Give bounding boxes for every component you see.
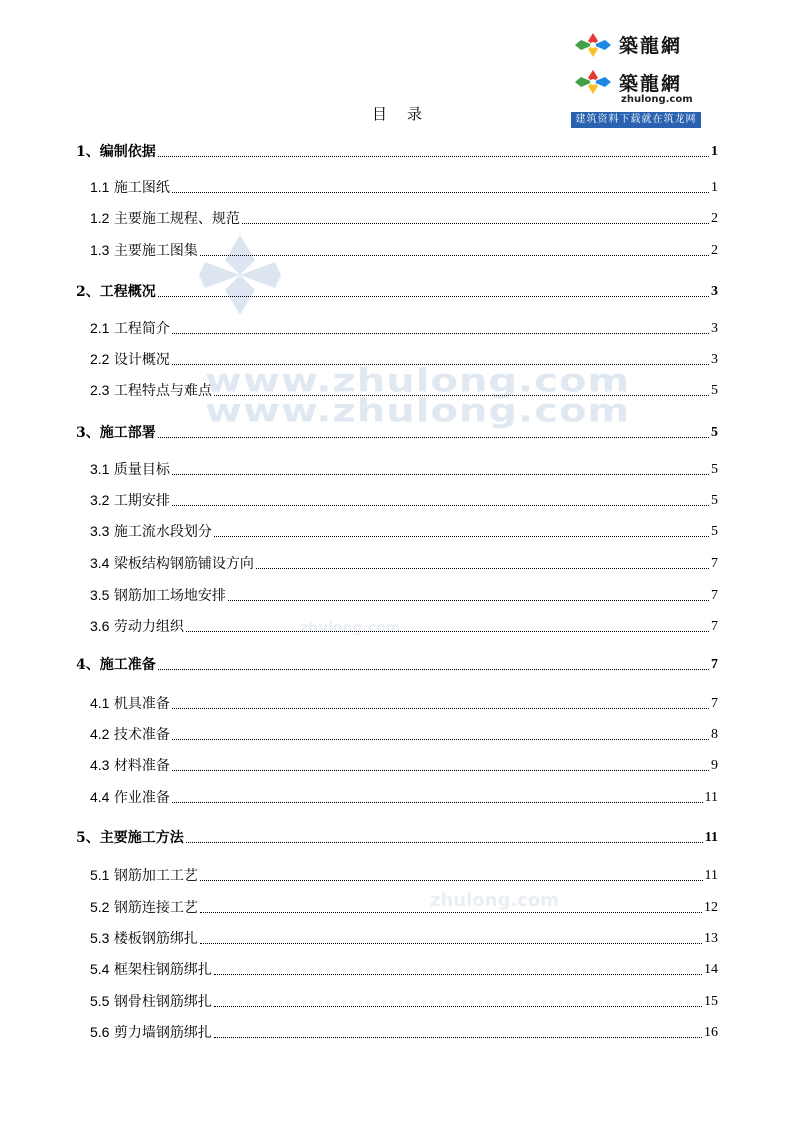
toc-entry-text: 材料准备 (113, 758, 170, 774)
toc-page-number: 15 (704, 994, 718, 1009)
toc-dot-leader (200, 254, 709, 256)
toc-entry-number: 5.5 (90, 993, 110, 1009)
toc-entry-number: 5.3 (90, 930, 110, 946)
toc-section-entry[interactable] (90, 898, 718, 918)
toc-entry-number: 3.4 (90, 555, 110, 571)
toc-entry-label (90, 724, 170, 745)
toc-section-entry[interactable] (90, 586, 718, 606)
toc-entry-text: 设计概况 (113, 352, 170, 368)
toc-entry-text: 楼板钢筋绑扎 (113, 931, 198, 947)
toc-dot-leader (200, 942, 702, 944)
logo-name: 築龍網 (619, 35, 683, 57)
toc-entry-label (90, 318, 170, 339)
toc-entry-text: 技术准备 (113, 727, 170, 743)
toc-entry-label (76, 655, 156, 675)
toc-dot-leader (172, 738, 709, 740)
logo-banner: 建筑资料下载就在筑龙网 (571, 112, 701, 128)
toc-dot-leader (256, 567, 709, 569)
toc-dot-leader (214, 973, 702, 975)
toc-section-entry[interactable] (90, 319, 718, 339)
toc-page-number: 14 (704, 962, 718, 977)
toc-dot-leader (214, 1005, 702, 1007)
toc-dot-leader (172, 504, 709, 506)
zhulong-emblem-icon (571, 31, 615, 59)
toc-page-number: 1 (711, 180, 718, 195)
watermark-text: zhulong.com (430, 890, 559, 911)
toc-page-number: 3 (711, 352, 718, 367)
zhulong-emblem-icon (571, 68, 615, 96)
toc-entry-text: 作业准备 (113, 790, 170, 806)
toc-dot-leader (186, 630, 709, 632)
toc-entry-number: 3.6 (90, 618, 110, 634)
toc-entry-text: 钢筋加工工艺 (113, 868, 198, 884)
toc-entry-label (76, 423, 156, 443)
toc-section-entry[interactable] (90, 241, 718, 261)
toc-entry-text: 劳动力组织 (113, 619, 184, 635)
toc-page-number: 7 (711, 556, 718, 571)
toc-section-entry[interactable] (90, 209, 718, 229)
toc-section-entry[interactable] (90, 929, 718, 949)
toc-page-number: 7 (711, 696, 718, 711)
toc-section-entry[interactable] (90, 617, 718, 637)
toc-page-number: 5 (711, 493, 718, 508)
toc-entry-number: 4.1 (90, 695, 110, 711)
toc-entry-number: 1.2 (90, 210, 110, 226)
toc-entry-text: 剪力墙钢筋绑扎 (113, 1025, 212, 1041)
toc-section-entry[interactable] (90, 756, 718, 776)
toc-page-number: 13 (704, 931, 718, 946)
toc-dot-leader (172, 363, 709, 365)
toc-dot-leader (214, 1036, 702, 1038)
toc-page-number: 3 (711, 284, 718, 299)
toc-section-entry[interactable] (90, 178, 718, 198)
toc-entry-text: 2、工程概况 (76, 284, 156, 300)
toc-entry-number: 2.2 (90, 351, 110, 367)
toc-entry-text: 质量目标 (113, 462, 170, 478)
toc-dot-leader (228, 599, 709, 601)
toc-title: 目录 (371, 105, 442, 123)
toc-entry-number: 1.1 (90, 179, 110, 195)
toc-entry-label (90, 928, 198, 949)
toc-page-number: 11 (704, 830, 718, 845)
toc-entry-text: 5、主要施工方法 (76, 830, 184, 846)
toc-section-entry[interactable] (90, 694, 718, 714)
toc-dot-leader (172, 801, 703, 803)
toc-entry-label (90, 865, 198, 886)
toc-section-entry[interactable] (90, 960, 718, 980)
toc-page-number: 3 (711, 321, 718, 336)
logo-name: 築龍網 (619, 72, 683, 95)
toc-chapter-entry[interactable] (76, 828, 718, 848)
toc-entry-label (90, 380, 212, 401)
toc-section-entry[interactable] (90, 992, 718, 1012)
toc-entry-number: 4.3 (90, 757, 110, 773)
toc-entry-text: 施工流水段划分 (113, 524, 212, 540)
toc-entry-label (90, 553, 254, 574)
toc-dot-leader (214, 394, 709, 396)
toc-entry-text: 钢筋加工场地安排 (113, 588, 226, 604)
toc-entry-number: 4.4 (90, 789, 110, 805)
toc-section-entry[interactable] (90, 460, 718, 480)
toc-dot-leader (158, 668, 709, 670)
toc-entry-number: 5.4 (90, 961, 110, 977)
toc-entry-number: 3.2 (90, 492, 110, 508)
toc-page-number: 5 (711, 462, 718, 477)
toc-page-number: 7 (711, 657, 718, 672)
toc-entry-text: 框架柱钢筋绑扎 (113, 962, 212, 978)
toc-entry-label (90, 693, 170, 714)
toc-page-number: 5 (711, 524, 718, 539)
toc-dot-leader (200, 879, 703, 881)
toc-chapter-entry[interactable] (76, 282, 718, 302)
toc-page-number: 7 (711, 619, 718, 634)
toc-entry-label (90, 521, 212, 542)
toc-entry-label (90, 991, 212, 1012)
toc-section-entry[interactable] (90, 788, 718, 808)
toc-entry-text: 施工图纸 (113, 180, 170, 196)
toc-dot-leader (186, 841, 703, 843)
toc-entry-label (90, 490, 170, 511)
toc-entry-number: 5.1 (90, 867, 110, 883)
logo-domain: zhulong.com (621, 94, 693, 105)
toc-entry-label (90, 755, 170, 776)
toc-entry-text: 工程特点与难点 (113, 383, 212, 399)
watermark-text: www.zhulong.com (205, 392, 631, 430)
toc-page-number: 12 (704, 900, 718, 915)
toc-entry-label (90, 1022, 212, 1043)
toc-entry-text: 钢骨柱钢筋绑扎 (113, 994, 212, 1010)
toc-dot-leader (242, 222, 709, 224)
toc-page-number: 11 (704, 868, 718, 883)
toc-entry-number: 4.2 (90, 726, 110, 742)
toc-entry-label (90, 177, 170, 198)
toc-entry-text: 主要施工规程、规范 (113, 211, 240, 227)
toc-dot-leader (172, 769, 709, 771)
toc-entry-label (90, 240, 198, 261)
toc-page-number: 8 (711, 727, 718, 742)
watermark-text: zhulong.com (300, 620, 401, 636)
toc-entry-label (90, 959, 212, 980)
toc-entry-number: 5.6 (90, 1024, 110, 1040)
toc-entry-label (90, 787, 170, 808)
toc-entry-text: 1、编制依据 (76, 144, 156, 160)
toc-entry-number: 3.5 (90, 587, 110, 603)
toc-entry-number: 3.1 (90, 461, 110, 477)
toc-entry-number: 1.3 (90, 242, 110, 258)
toc-chapter-entry[interactable] (76, 423, 718, 443)
toc-dot-leader (172, 191, 709, 193)
toc-page-number: 9 (711, 758, 718, 773)
toc-entry-number: 5.2 (90, 899, 110, 915)
toc-page-number: 11 (704, 790, 718, 805)
toc-entry-label (90, 897, 198, 918)
toc-entry-label (76, 142, 156, 162)
toc-page-number: 5 (711, 383, 718, 398)
toc-entry-label (90, 208, 240, 229)
toc-entry-text: 4、施工准备 (76, 657, 156, 673)
toc-entry-text: 钢筋连接工艺 (113, 900, 198, 916)
toc-entry-number: 2.1 (90, 320, 110, 336)
toc-dot-leader (172, 332, 709, 334)
zhulong-logo-top (571, 29, 701, 60)
toc-dot-leader (214, 535, 709, 537)
toc-page-number: 5 (711, 425, 718, 440)
toc-section-entry[interactable] (90, 554, 718, 574)
toc-entry-label (76, 282, 156, 302)
toc-dot-leader (158, 155, 709, 157)
toc-page-number: 2 (711, 211, 718, 226)
toc-entry-label (76, 828, 184, 848)
toc-page-number: 2 (711, 243, 718, 258)
toc-dot-leader (158, 295, 709, 297)
toc-entry-label (90, 459, 170, 480)
toc-entry-text: 工程简介 (113, 321, 170, 337)
toc-section-entry[interactable] (90, 350, 718, 370)
toc-dot-leader (172, 473, 709, 475)
toc-entry-text: 工期安排 (113, 493, 170, 509)
toc-entry-text: 3、施工部署 (76, 425, 156, 441)
toc-dot-leader (200, 911, 702, 913)
toc-entry-label (90, 616, 184, 637)
toc-page-number: 1 (711, 144, 718, 159)
watermark-text: www.zhulong.com (205, 362, 631, 400)
toc-section-entry[interactable] (90, 1023, 718, 1043)
toc-entry-label (90, 349, 170, 370)
toc-entry-text: 主要施工图集 (113, 243, 198, 259)
toc-section-entry[interactable] (90, 381, 718, 401)
toc-chapter-entry[interactable] (76, 142, 718, 162)
toc-entry-label (90, 585, 226, 606)
toc-page-number: 7 (711, 588, 718, 603)
toc-entry-text: 梁板结构钢筋铺设方向 (113, 556, 254, 572)
toc-entry-number: 2.3 (90, 382, 110, 398)
toc-entry-number: 3.3 (90, 523, 110, 539)
toc-dot-leader (172, 707, 709, 709)
toc-section-entry[interactable] (90, 866, 718, 886)
toc-section-entry[interactable] (90, 725, 718, 745)
toc-section-entry[interactable] (90, 491, 718, 511)
toc-dot-leader (158, 436, 709, 438)
toc-section-entry[interactable] (90, 522, 718, 542)
toc-page-number: 16 (704, 1025, 718, 1040)
toc-entry-text: 机具准备 (113, 696, 170, 712)
toc-chapter-entry[interactable] (76, 655, 718, 675)
